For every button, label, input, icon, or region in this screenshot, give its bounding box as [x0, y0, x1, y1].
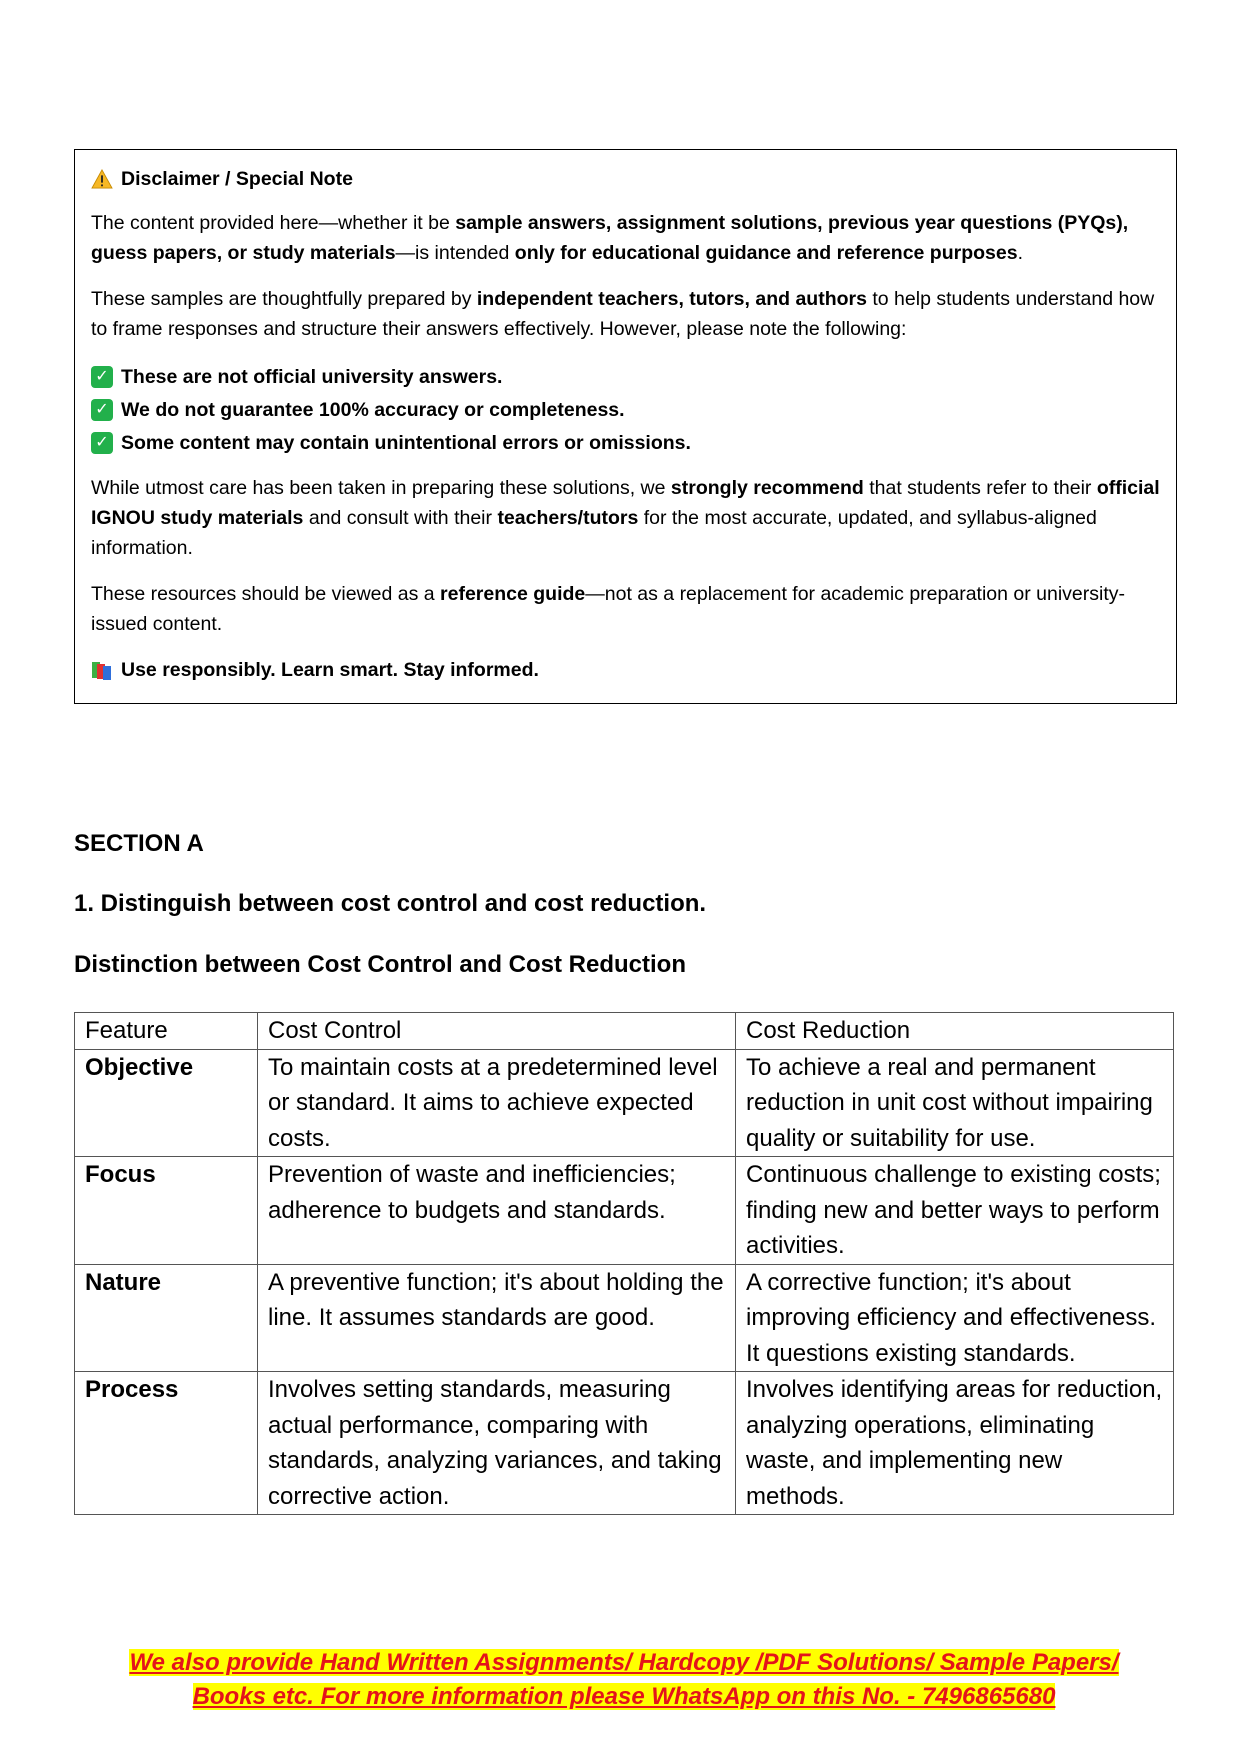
- table-cell: A preventive function; it's about holding the line. It assumes standards are good.: [258, 1264, 736, 1372]
- section-heading: SECTION A: [74, 830, 204, 857]
- feature-cell: Nature: [75, 1264, 258, 1372]
- table-cell: A corrective function; it's about improving efficiency and effectiveness. It questions existing standards.: [736, 1264, 1174, 1372]
- table-header-cell: Feature: [75, 1013, 258, 1050]
- comparison-table: [74, 1012, 1174, 1515]
- disclaimer-paragraph-1: The content provided here—whether it be sample answers, assignment solutions, previous year questions (PYQs), guess papers, or study materials—is intended only for educational guidance and reference purposes.: [91, 212, 1129, 264]
- promo-notice: [74, 1646, 1174, 1714]
- table-cell: Continuous challenge to existing costs; finding new and better ways to perform activities.: [736, 1157, 1174, 1265]
- table-row: [75, 1372, 1174, 1515]
- checkmark-icon: ✓: [91, 399, 113, 421]
- table-row: [75, 1264, 1174, 1372]
- disclaimer-box: [74, 149, 1177, 704]
- disclaimer-footer: Use responsibly. Learn smart. Stay informed.: [91, 655, 1160, 685]
- sub-heading: Distinction between Cost Control and Cost Reduction: [74, 951, 686, 978]
- table-cell: Involves identifying areas for reduction, analyzing operations, eliminating waste, and implementing new methods.: [736, 1372, 1174, 1515]
- table-header-cell: Cost Control: [258, 1013, 736, 1050]
- feature-cell: Focus: [75, 1157, 258, 1265]
- check-item: ✓ These are not official university answers.: [91, 360, 1160, 393]
- table-cell: To maintain costs at a predetermined level or standard. It aims to achieve expected costs.: [258, 1049, 736, 1157]
- question-heading: 1. Distinguish between cost control and cost reduction.: [74, 890, 707, 917]
- check-item: ✓ Some content may contain unintentional errors or omissions.: [91, 426, 1160, 459]
- feature-cell: Objective: [75, 1049, 258, 1157]
- check-item: ✓ We do not guarantee 100% accuracy or completeness.: [91, 393, 1160, 426]
- table-cell: To achieve a real and permanent reduction in unit cost without impairing quality or suitability for use.: [736, 1049, 1174, 1157]
- table-header-row: [75, 1013, 1174, 1050]
- table-row: [75, 1157, 1174, 1265]
- disclaimer-paragraph-4: These resources should be viewed as a reference guide—not as a replacement for academic preparation or university-issued content.: [91, 583, 1126, 635]
- disclaimer-paragraph-3: While utmost care has been taken in preparing these solutions, we strongly recommend that students refer to their official IGNOU study materials and consult with their teachers/tutors for the most accurate, updated, and syllabus-aligned information.: [91, 477, 1160, 559]
- checkmark-icon: ✓: [91, 366, 113, 388]
- table-row: [75, 1049, 1174, 1157]
- disclaimer-title: Disclaimer / Special Note: [91, 164, 1160, 194]
- table-cell: Prevention of waste and inefficiencies; adherence to budgets and standards.: [258, 1157, 736, 1265]
- table-cell: Involves setting standards, measuring actual performance, comparing with standards, analyzing variances, and taking corrective action.: [258, 1372, 736, 1515]
- checkmark-icon: ✓: [91, 432, 113, 454]
- books-icon: [91, 659, 113, 681]
- promo-line-1: We also provide Hand Written Assignments/ Hardcopy /PDF Solutions/ Sample Papers/: [129, 1649, 1119, 1676]
- check-list: [91, 360, 1160, 459]
- feature-cell: Process: [75, 1372, 258, 1515]
- disclaimer-paragraph-2: These samples are thoughtfully prepared by independent teachers, tutors, and authors to help students understand how to frame responses and structure their answers effectively. However, please note the following:: [91, 288, 1155, 340]
- table-header-cell: Cost Reduction: [736, 1013, 1174, 1050]
- promo-line-2: Books etc. For more information please WhatsApp on this No. - 7496865680: [192, 1683, 1056, 1710]
- warning-icon: [91, 169, 113, 189]
